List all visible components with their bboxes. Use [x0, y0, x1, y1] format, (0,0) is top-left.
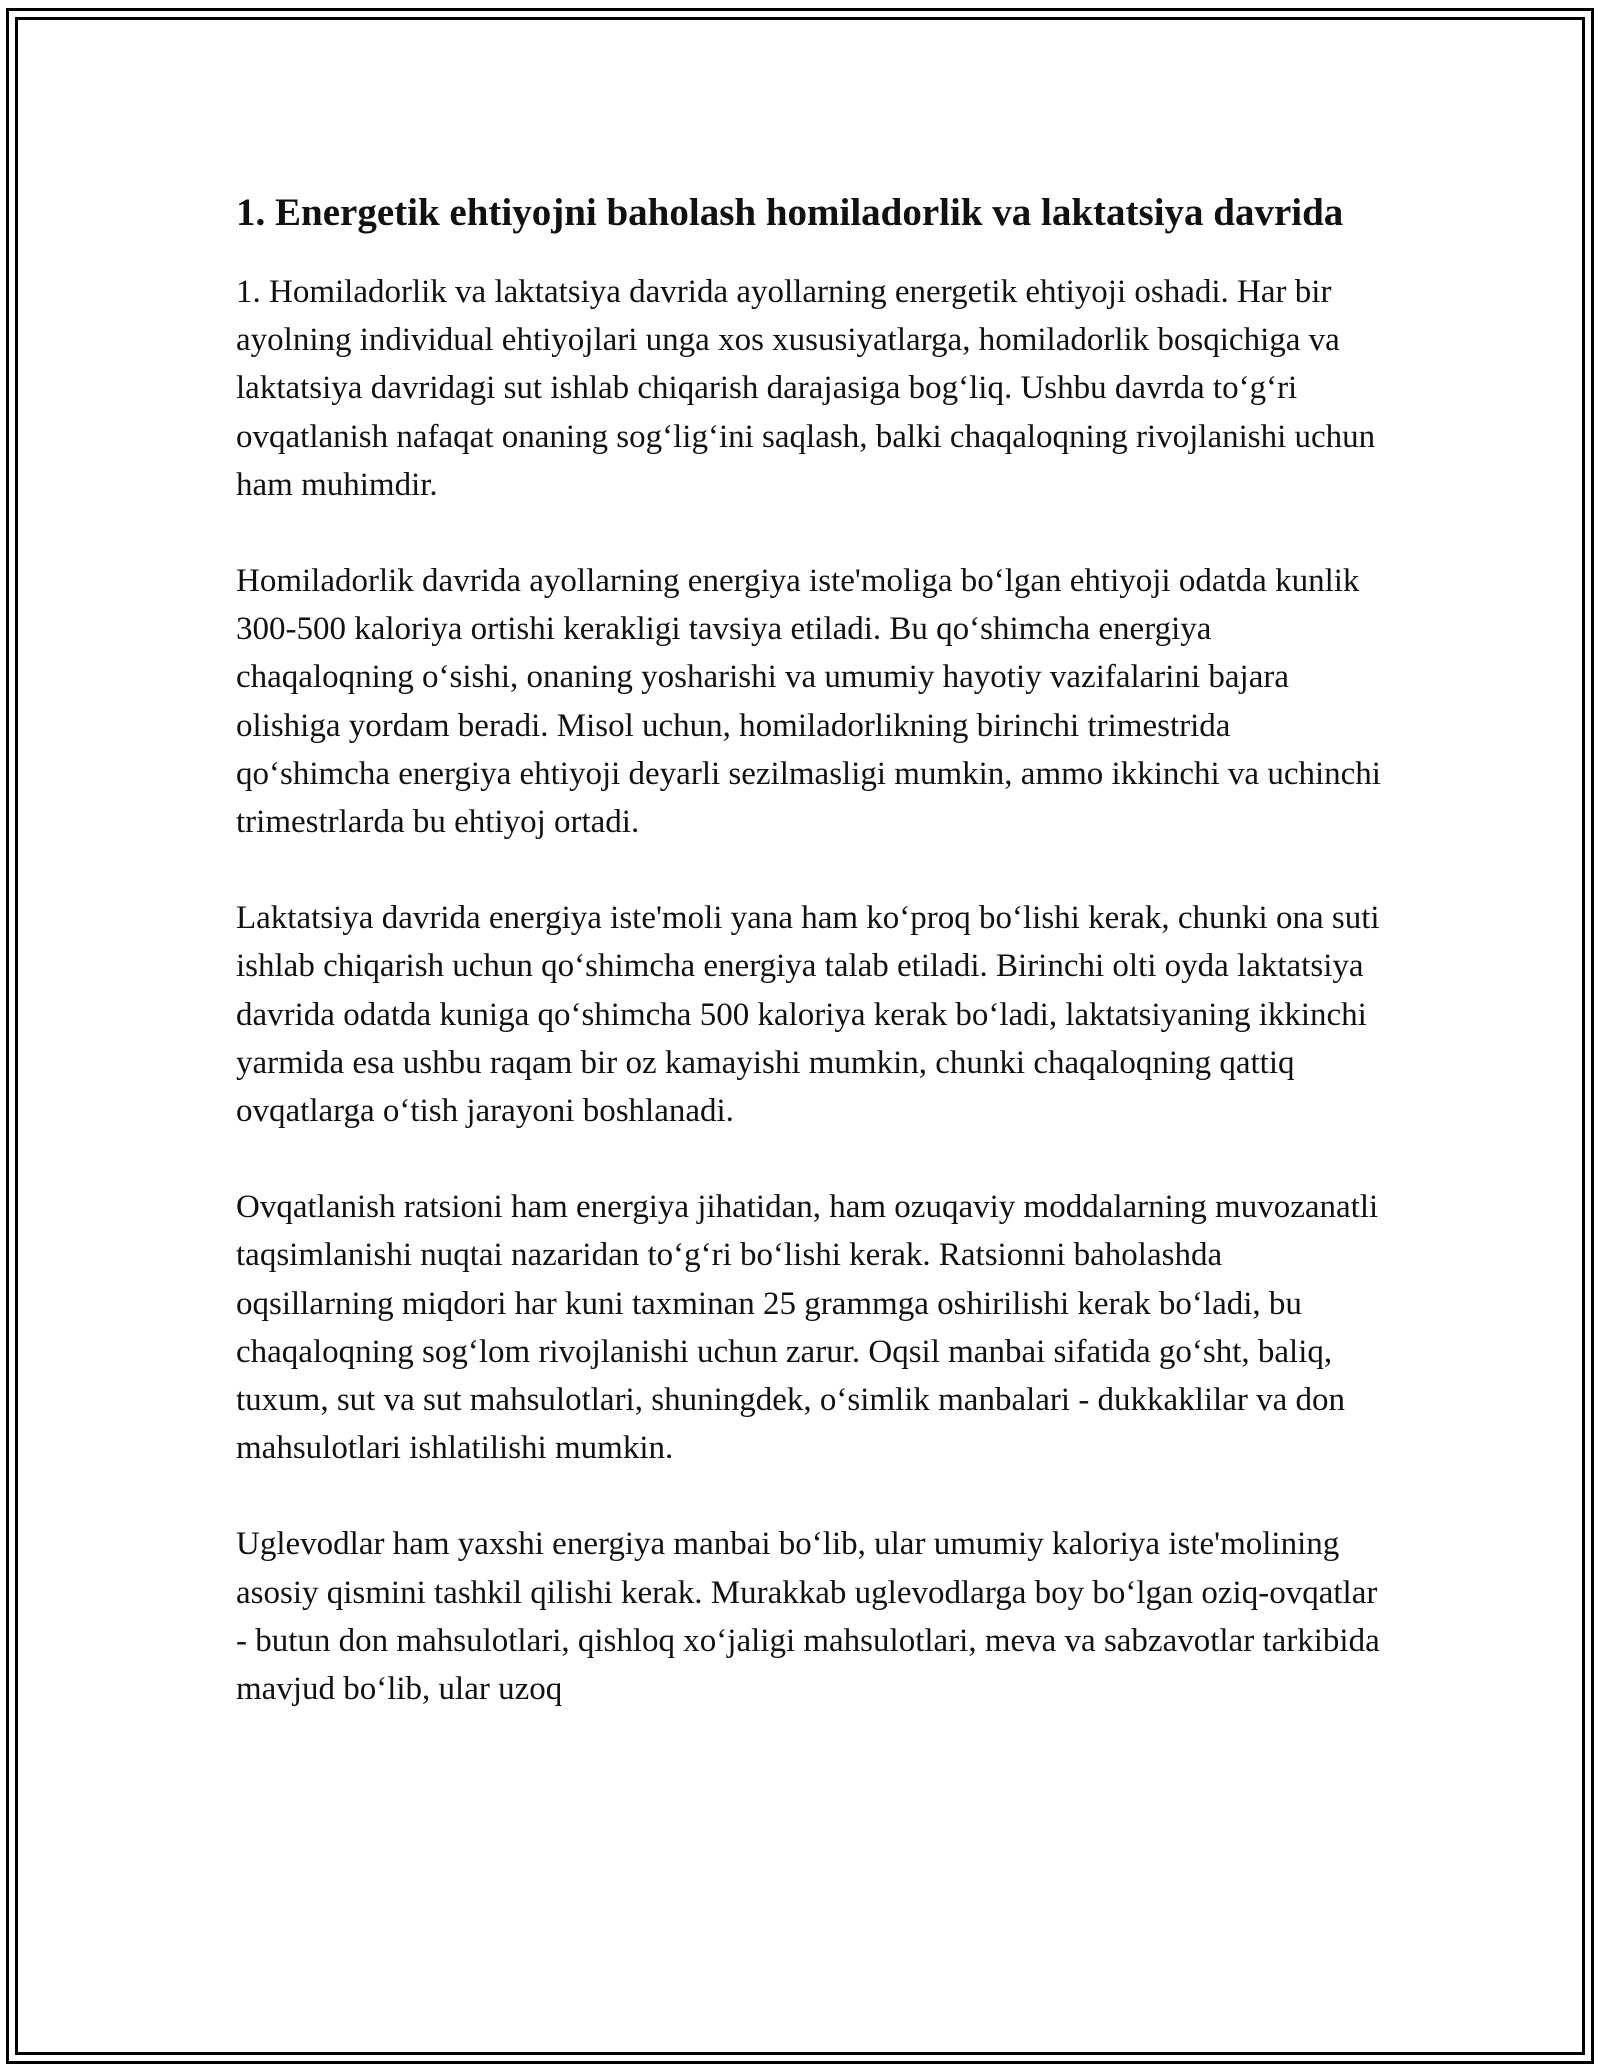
paragraph-1: 1. Homiladorlik va laktatsiya davrida ayollarning energetik ehtiyoji oshadi. Har bir ayolning individual ehtiyojlari unga xos xususiyatlarga, homiladorlik bosqichiga va laktatsiya davridagi sut ishlab chiqarish darajasiga bog‘liq. Ushbu davrda to‘g‘ri ovqatlanish nafaqat onaning sog‘lig‘ini saqlash, balki chaqaloqning rivojlanishi uchun ham muhimdir.	[236, 274, 1376, 503]
paragraph-5: Uglevodlar ham yaxshi energiya manbai bo‘lib, ular umumiy kaloriya iste'molining asosiy qismini tashkil qilishi kerak. Murakkab uglevodlarga boy bo‘lgan oziq-ovqatlar - butun don mahsulotlari, qishloq xo‘jaligi mahsulotlari, meva va sabzavotlar tarkibida mavjud bo‘lib, ular uzoq	[236, 1526, 1380, 1708]
paragraph-2: Homiladorlik davrida ayollarning energiya iste'moliga bo‘lgan ehtiyoji odatda kunlik 300-500 kaloriya ortishi kerakligi tavsiya etiladi. Bu qo‘shimcha energiya chaqaloqning o‘sishi, onaning yosharishi va umumiy hayotiy vazifalarini bajara olishiga yordam beradi. Misol uchun, homiladorlikning birinchi trimestrida qo‘shimcha energiya ehtiyoji deyarli sezilmasligi mumkin, ammo ikkinchi va uchinchi trimestrlarda bu ehtiyoj ortadi.	[236, 563, 1381, 841]
document-title: 1. Energetik ehtiyojni baholash homiladorlik va laktatsiya davrida	[236, 191, 1344, 234]
document-body	[236, 186, 1386, 1713]
paragraph-4: Ovqatlanish ratsioni ham energiya jihatidan, ham ozuqaviy moddalarning muvozanatli taqsimlanishi nuqtai nazaridan to‘g‘ri bo‘lishi kerak. Ratsionni baholashda oqsillarning miqdori har kuni taxminan 25 grammga oshirilishi kerak bo‘ladi, bu chaqaloqning sog‘lom rivojlanishi uchun zarur. Oqsil manbai sifatida go‘sht, baliq, tuxum, sut va sut mahsulotlari, shuningdek, o‘simlik manbalari - dukkaklilar va don mahsulotlari ishlatilishi mumkin.	[236, 1189, 1379, 1467]
paragraph-3: Laktatsiya davrida energiya iste'moli yana ham ko‘proq bo‘lishi kerak, chunki ona suti ishlab chiqarish uchun qo‘shimcha energiya talab etiladi. Birinchi olti oyda laktatsiya davrida odatda kuniga qo‘shimcha 500 kaloriya kerak bo‘ladi, laktatsiyaning ikkinchi yarmida esa ushbu raqam bir oz kamayishi mumkin, chunki chaqaloqning qattiq ovqatlarga o‘tish jarayoni boshlanadi.	[236, 900, 1380, 1130]
